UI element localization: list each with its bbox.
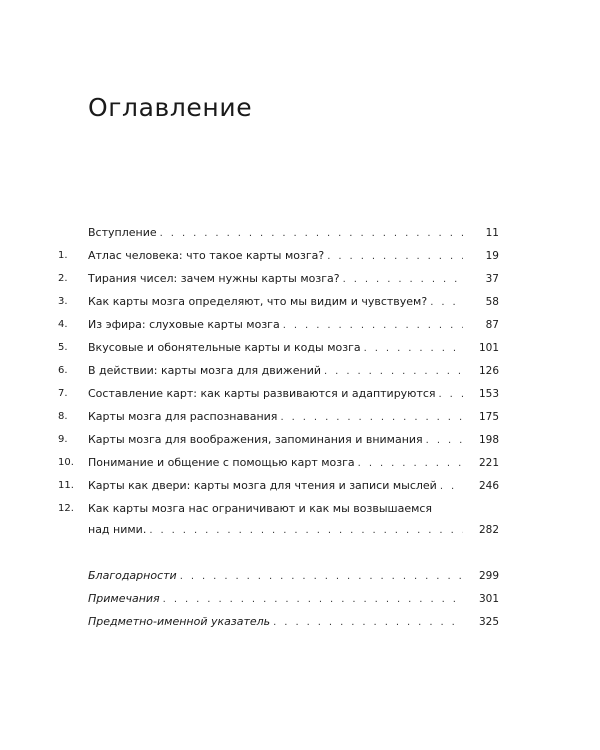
toc-entry-title-continued: над ними. <box>88 523 147 536</box>
toc-entry-chapter-3[interactable] <box>0 292 600 312</box>
toc-entry-title: Карты мозга для воображения, запоминания и внимания <box>88 433 423 446</box>
toc-entry-number: 2. <box>58 273 68 284</box>
toc-entry-chapter-12-line2[interactable] <box>0 520 600 540</box>
toc-entry-page: 282 <box>478 524 499 536</box>
dot-leader <box>358 454 463 474</box>
toc-entry-number: 6. <box>58 365 68 376</box>
toc-entry-page: 58 <box>485 296 499 308</box>
toc-entry-title: Благодарности <box>88 569 177 582</box>
toc-entry-chapter-11[interactable] <box>0 476 600 496</box>
toc-entry-page: 153 <box>478 388 499 400</box>
dot-leader <box>160 224 463 244</box>
toc-entry-chapter-1[interactable] <box>0 246 600 266</box>
toc-entry-page: 299 <box>478 570 499 582</box>
toc-entry-number: 4. <box>58 319 68 330</box>
toc-entry-page: 246 <box>478 480 499 492</box>
toc-entry-title: Вкусовые и обонятельные карты и коды мозга <box>88 341 361 354</box>
toc-entry-chapter-4[interactable] <box>0 315 600 335</box>
toc-entry-title: Как карты мозга нас ограничивают и как мы возвышаемся <box>88 502 433 515</box>
dot-leader <box>180 567 463 587</box>
toc-entry-number: 3. <box>58 296 68 307</box>
toc-entry-index[interactable] <box>0 612 600 632</box>
toc-entry-page: 198 <box>478 434 499 446</box>
dot-leader <box>364 339 463 359</box>
toc-entry-chapter-9[interactable] <box>0 430 600 450</box>
toc-entry-page: 325 <box>478 616 499 628</box>
toc-entry-page: 101 <box>478 342 499 354</box>
toc-entry-title: Тирания чисел: зачем нужны карты мозга? <box>88 272 340 285</box>
dot-leader <box>430 293 463 313</box>
toc-entry-notes[interactable] <box>0 589 600 609</box>
toc-entry-chapter-2[interactable] <box>0 269 600 289</box>
dot-leader <box>439 385 463 405</box>
toc-entry-number: 7. <box>58 388 68 399</box>
toc-entry-number: 12. <box>58 503 74 514</box>
dot-leader <box>327 247 463 267</box>
toc-entry-acknowledgements[interactable] <box>0 566 600 586</box>
toc-entry-title: Из эфира: слуховые карты мозга <box>88 318 280 331</box>
toc-entry-title: Примечания <box>88 592 160 605</box>
toc-entry-number: 11. <box>58 480 74 491</box>
dot-leader <box>163 590 463 610</box>
toc-entry-page: 87 <box>485 319 499 331</box>
toc-entry-title: Составление карт: как карты развиваются и адаптируются <box>88 387 436 400</box>
toc-entry-page: 19 <box>485 250 499 262</box>
toc-entry-chapter-12-line1[interactable] <box>0 499 600 519</box>
dot-leader <box>440 477 463 497</box>
dot-leader <box>324 362 463 382</box>
toc-entry-title: Вступление <box>88 226 157 239</box>
toc-entry-title: Карты мозга для распознавания <box>88 410 278 423</box>
dot-leader <box>426 431 463 451</box>
toc-entry-number: 1. <box>58 250 68 261</box>
toc-entry-chapter-8[interactable] <box>0 407 600 427</box>
toc-entry-page: 175 <box>478 411 499 423</box>
toc-entry-number: 8. <box>58 411 68 422</box>
toc-entry-chapter-10[interactable] <box>0 453 600 473</box>
toc-entry-title: Понимание и общение с помощью карт мозга <box>88 456 355 469</box>
dot-leader <box>343 270 463 290</box>
dot-leader <box>273 613 463 633</box>
toc-entry-title: Как карты мозга определяют, что мы видим и чувствуем? <box>88 295 428 308</box>
toc-entry-page: 126 <box>478 365 499 377</box>
toc-entry-page: 11 <box>485 227 499 239</box>
toc-entry-chapter-7[interactable] <box>0 384 600 404</box>
toc-entry-page: 301 <box>478 593 499 605</box>
toc-entry-page: 37 <box>485 273 499 285</box>
toc-entry-page: 221 <box>478 457 499 469</box>
toc-entry-number: 5. <box>58 342 68 353</box>
toc-entry-introduction[interactable] <box>0 223 600 243</box>
dot-leader <box>280 408 463 428</box>
toc-entry-chapter-5[interactable] <box>0 338 600 358</box>
dot-leader <box>149 521 463 541</box>
toc-entry-title: Атлас человека: что такое карты мозга? <box>88 249 325 262</box>
toc-entry-chapter-6[interactable] <box>0 361 600 381</box>
toc-entry-title: Карты как двери: карты мозга для чтения и записи мыслей <box>88 479 437 492</box>
page-title: Оглавление <box>88 93 253 122</box>
toc-entry-number: 10. <box>58 457 74 468</box>
toc-entry-title: В действии: карты мозга для движений <box>88 364 322 377</box>
toc-entry-title: Предметно-именной указатель <box>88 615 271 628</box>
toc-entry-number: 9. <box>58 434 68 445</box>
dot-leader <box>283 316 463 336</box>
